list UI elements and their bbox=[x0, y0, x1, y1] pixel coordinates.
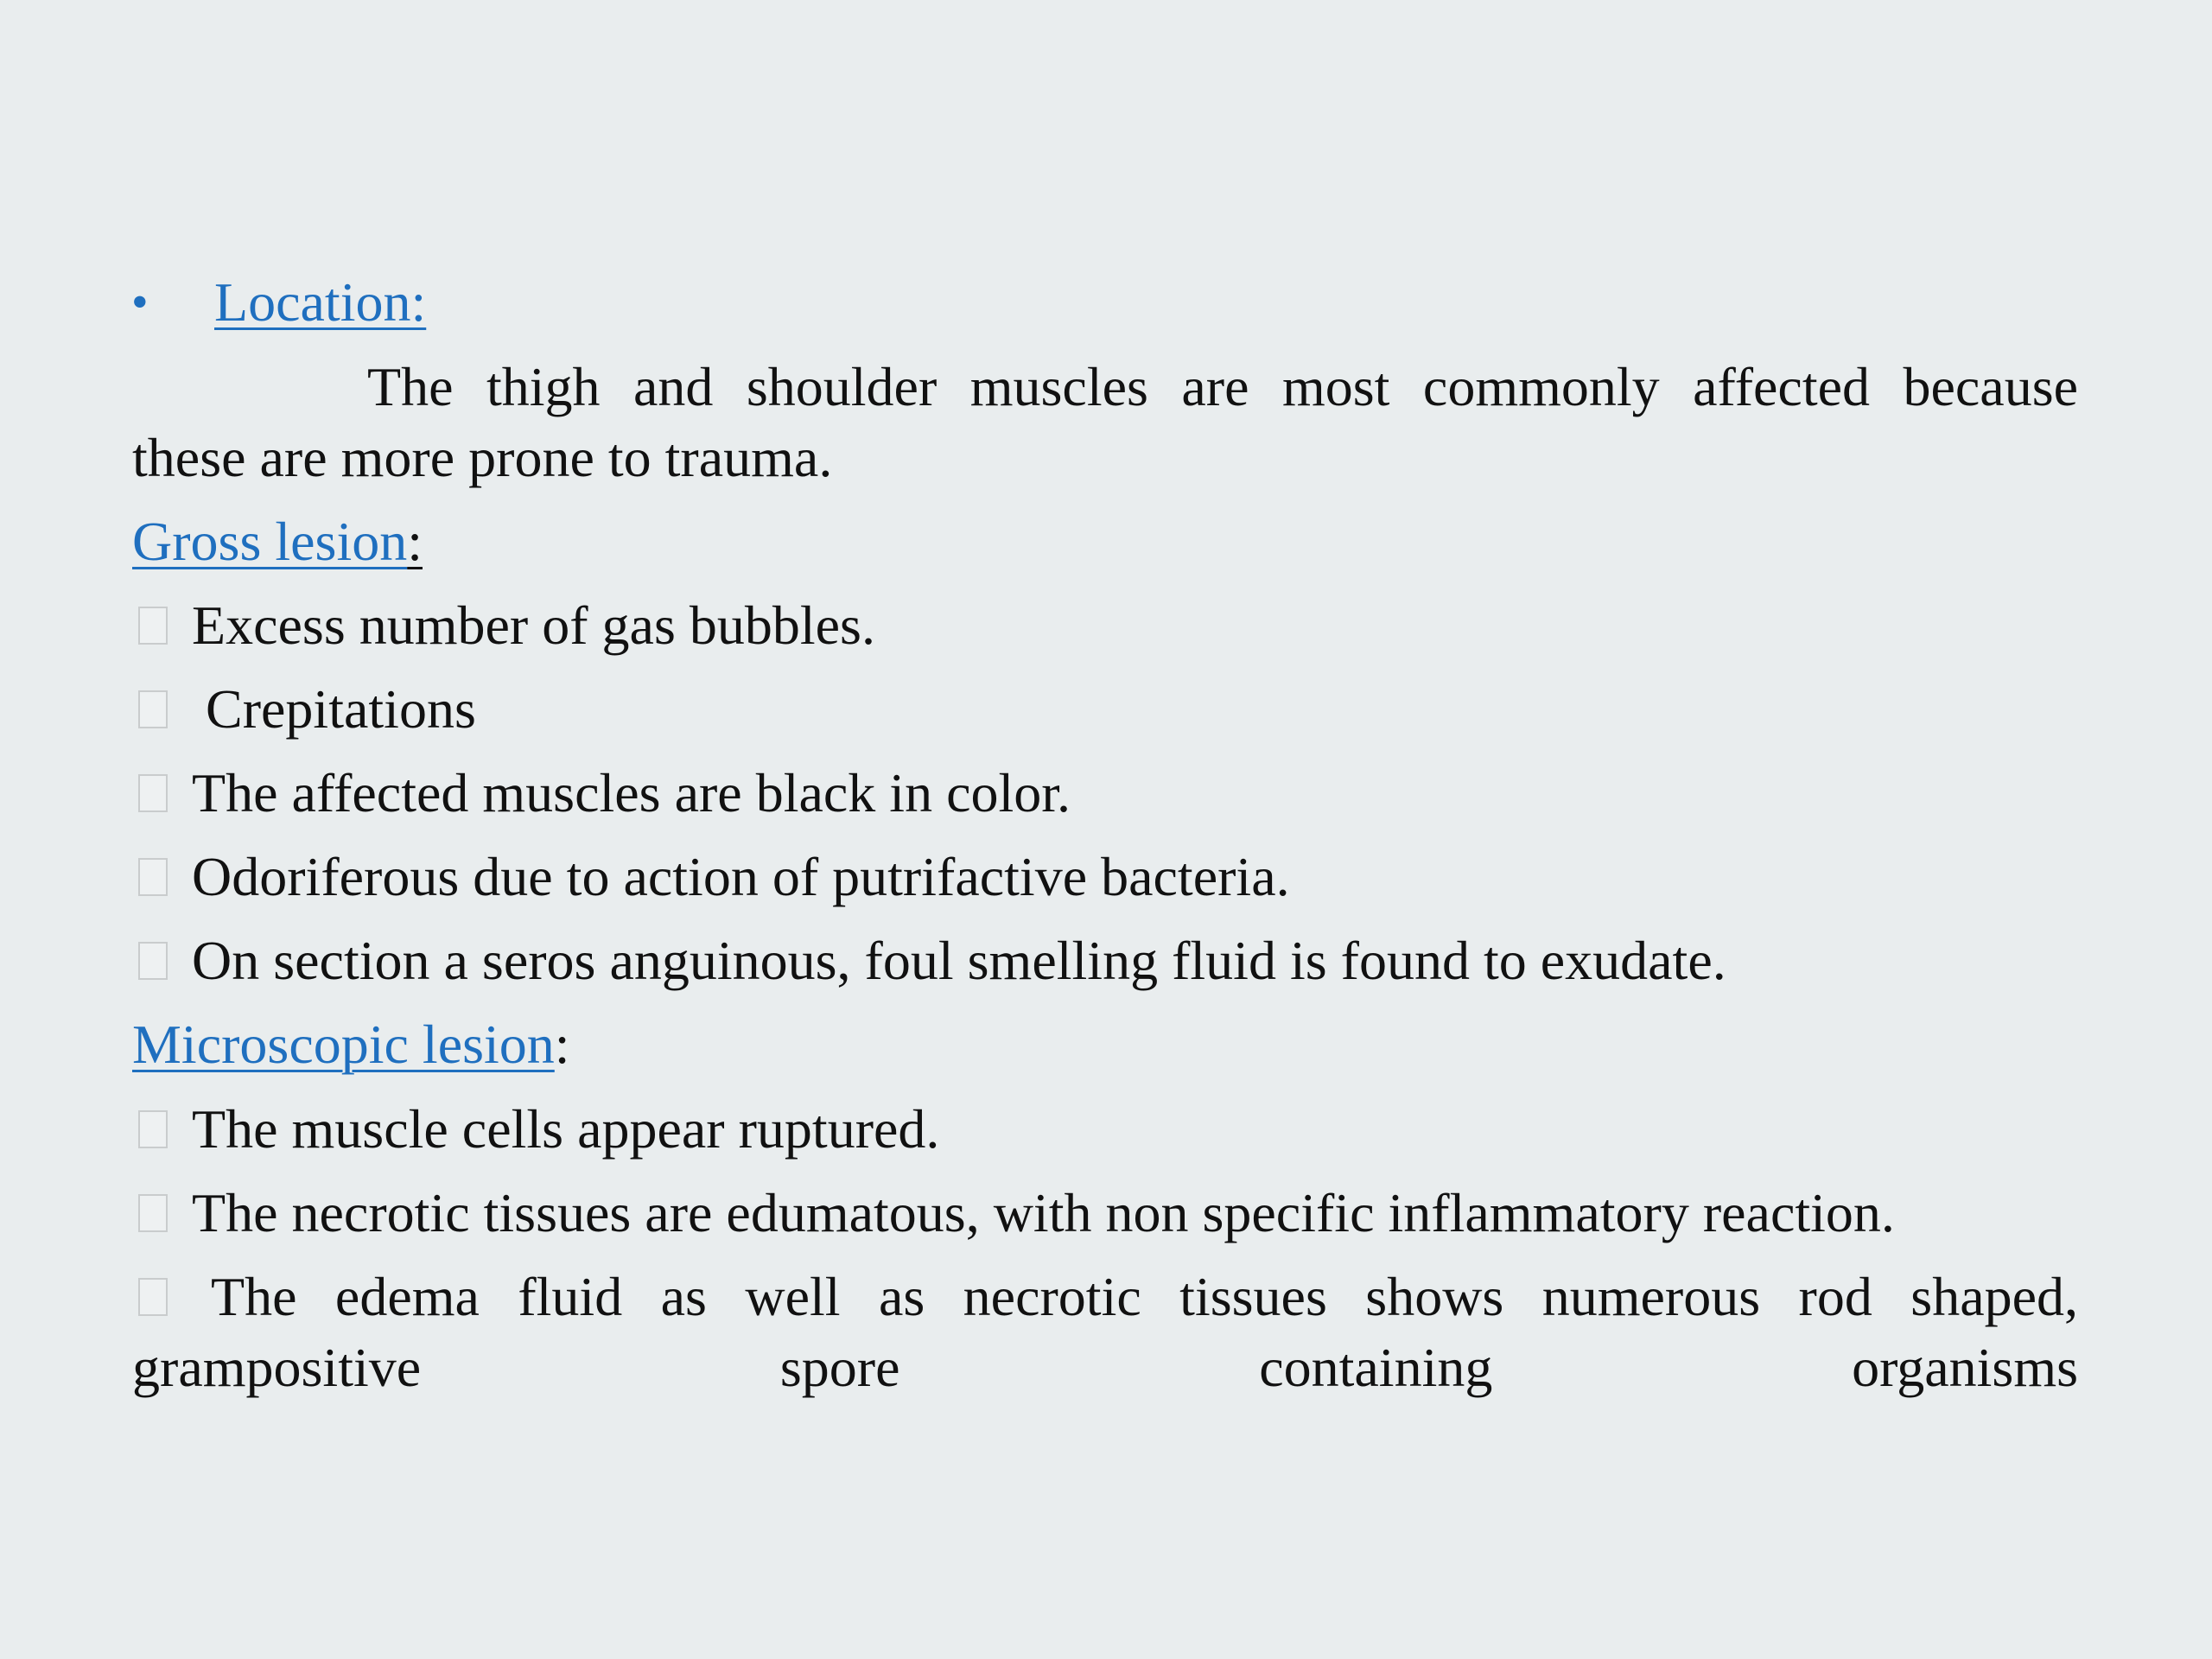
microscopic-item-3-line2: grampositive spore containing organisms bbox=[132, 1337, 2078, 1398]
checkbox-icon bbox=[138, 1194, 168, 1232]
gross-lesion-heading-text: Gross lesion bbox=[132, 511, 408, 572]
microscopic-item-2: The necrotic tissues are edumatous, with non specific inflammatory reaction. bbox=[192, 1182, 1895, 1243]
microscopic-item-3-line1: The edema fluid as well as necrotic tissues shows numerous rod shaped, bbox=[211, 1266, 2078, 1327]
gross-lesion-heading bbox=[132, 507, 423, 576]
checkbox-icon bbox=[138, 858, 168, 896]
microscopic-lesion-heading-text: Microscopic lesion bbox=[132, 1014, 555, 1075]
gross-item-3: The affected muscles are black in color. bbox=[192, 762, 1071, 823]
checkbox-icon bbox=[138, 1110, 168, 1148]
checkbox-icon bbox=[138, 607, 168, 645]
gross-item-2: Crepitations bbox=[206, 678, 476, 740]
location-paragraph-line1: The thigh and shoulder muscles are most commonly affected because bbox=[367, 356, 2078, 417]
gross-item-1: Excess number of gas bubbles. bbox=[192, 594, 875, 656]
gross-item-4: Odoriferous due to action of putrifactive bacteria. bbox=[192, 846, 1290, 907]
microscopic-item-1: The muscle cells appear ruptured. bbox=[192, 1098, 940, 1160]
location-paragraph-line2: these are more prone to trauma. bbox=[132, 427, 833, 488]
microscopic-lesion-colon: : bbox=[554, 1014, 570, 1075]
gross-lesion-colon: : bbox=[407, 511, 423, 572]
location-heading bbox=[214, 268, 426, 337]
gross-item-5: On section a seros anguinous, foul smelling fluid is found to exudate. bbox=[192, 930, 1726, 991]
location-heading-text: Location: bbox=[214, 271, 427, 333]
bullet-dot-icon: • bbox=[131, 276, 149, 329]
checkbox-icon bbox=[138, 942, 168, 980]
checkbox-icon bbox=[138, 1278, 168, 1316]
checkbox-icon bbox=[138, 690, 168, 728]
checkbox-icon bbox=[138, 774, 168, 812]
microscopic-lesion-heading bbox=[132, 1010, 570, 1079]
